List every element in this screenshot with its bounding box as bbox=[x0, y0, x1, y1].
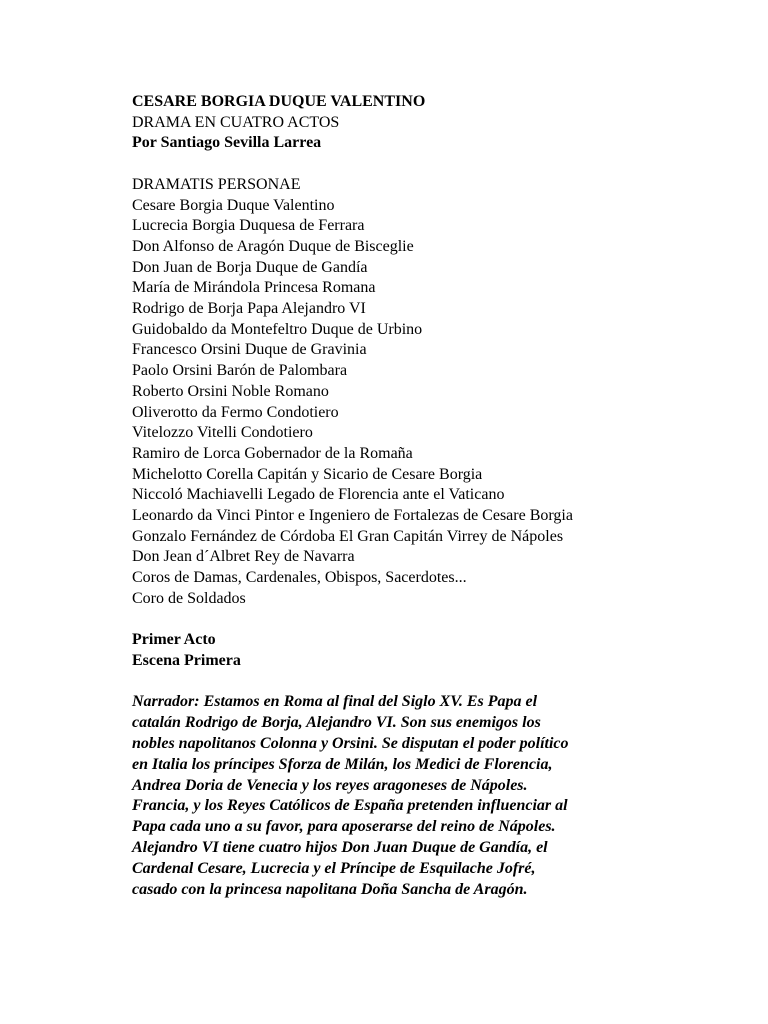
character-item: Coro de Soldados bbox=[132, 589, 246, 607]
play-title: CESARE BORGIA DUQUE VALENTINO bbox=[132, 93, 426, 110]
narration-line: en Italia los príncipes Sforza de Milán, los Medici de Florencia, bbox=[132, 755, 553, 773]
character-item: Vitelozzo Vitelli Condotiero bbox=[132, 424, 313, 442]
character-item: Gonzalo Fernández de Córdoba El Gran Capitán Virrey de Nápoles bbox=[132, 527, 564, 545]
play-subtitle: DRAMA EN CUATRO ACTOS bbox=[132, 113, 340, 131]
scene-title: Escena Primera bbox=[132, 651, 241, 669]
character-item: Lucrecia Borgia Duquesa de Ferrara bbox=[132, 217, 365, 235]
spacer bbox=[132, 154, 752, 175]
document-page bbox=[132, 92, 752, 900]
character-item: Paolo Orsini Barón de Palombara bbox=[132, 362, 348, 380]
narration-line: Francia, y los Reyes Católicos de España pretenden influenciar al bbox=[132, 797, 568, 815]
narration-line: casado con la princesa napolitana Doña Sancha de Aragón. bbox=[132, 880, 528, 898]
play-author: Por Santiago Sevilla Larrea bbox=[132, 134, 322, 152]
spacer bbox=[132, 672, 752, 693]
narration-line: Cardenal Cesare, Lucrecia y el Príncipe de Esquilache Jofré, bbox=[132, 859, 536, 877]
narration-line: Narrador: Estamos en Roma al final del Siglo XV. Es Papa el bbox=[132, 693, 538, 711]
character-item: Rodrigo de Borja Papa Alejandro VI bbox=[132, 300, 366, 318]
character-item: Roberto Orsini Noble Romano bbox=[132, 382, 329, 400]
character-item: Michelotto Corella Capitán y Sicario de Cesare Borgia bbox=[132, 465, 483, 483]
narration-paragraph bbox=[132, 692, 752, 900]
narration-line: nobles napolitanos Colonna y Orsini. Se disputan el poder político bbox=[132, 734, 569, 752]
character-item: Niccoló Machiavelli Legado de Florencia ante el Vaticano bbox=[132, 486, 505, 504]
act-title: Primer Acto bbox=[132, 631, 216, 649]
narration-line: catalán Rodrigo de Borja, Alejandro VI. Son sus enemigos los bbox=[132, 714, 541, 732]
narration-line: Alejandro VI tiene cuatro hijos Don Juan Duque de Gandía, el bbox=[132, 838, 548, 856]
character-item: Don Juan de Borja Duque de Gandía bbox=[132, 258, 368, 276]
character-item: Guidobaldo da Montefeltro Duque de Urbino bbox=[132, 320, 423, 338]
character-item: Oliverotto da Fermo Condotiero bbox=[132, 403, 339, 421]
character-item: María de Mirándola Princesa Romana bbox=[132, 279, 376, 297]
character-item: Leonardo da Vinci Pintor e Ingeniero de Fortalezas de Cesare Borgia bbox=[132, 507, 573, 525]
spacer bbox=[132, 610, 752, 631]
character-item: Coros de Damas, Cardenales, Obispos, Sacerdotes... bbox=[132, 569, 467, 587]
dramatis-heading: DRAMATIS PERSONAE bbox=[132, 175, 301, 193]
character-item: Francesco Orsini Duque de Gravinia bbox=[132, 341, 367, 359]
character-list bbox=[132, 196, 752, 610]
narration-line: Andrea Doria de Venecia y los reyes aragoneses de Nápoles. bbox=[132, 776, 528, 794]
character-item: Don Jean d´Albret Rey de Navarra bbox=[132, 548, 355, 566]
character-item: Cesare Borgia Duque Valentino bbox=[132, 196, 335, 214]
character-item: Ramiro de Lorca Gobernador de la Romaña bbox=[132, 444, 413, 462]
character-item: Don Alfonso de Aragón Duque de Bisceglie bbox=[132, 237, 414, 255]
narration-line: Papa cada uno a su favor, para aposerarse del reino de Nápoles. bbox=[132, 818, 556, 836]
